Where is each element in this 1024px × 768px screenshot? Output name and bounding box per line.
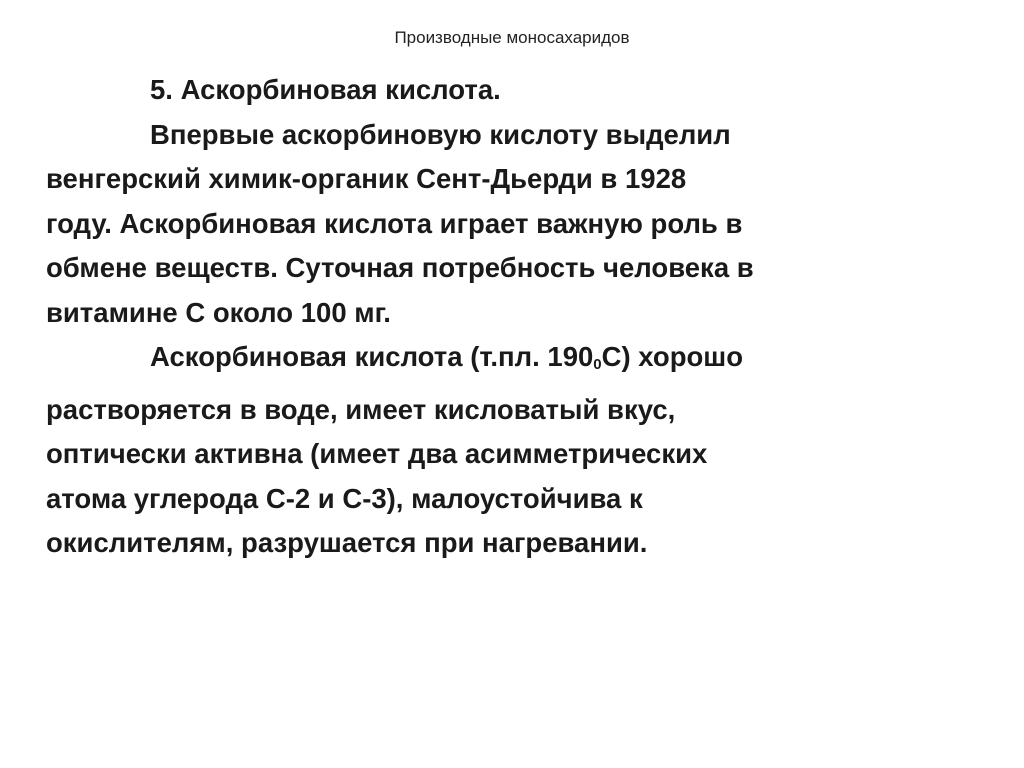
slide-body xyxy=(46,68,946,566)
paragraph-line: венгерский химик-органик Сент-Дьерди в 1928 xyxy=(46,163,687,194)
paragraph-line: оптически активна (имеет два асимметрических xyxy=(46,438,708,469)
paragraph-history xyxy=(46,113,946,336)
paragraph-line: обмене веществ. Суточная потребность человека в xyxy=(46,252,754,283)
slide-title: Производные моносахаридов xyxy=(394,28,630,47)
paragraph-properties xyxy=(46,335,946,566)
melting-point-text: Аскорбиновая кислота (т.пл. 190 xyxy=(150,341,594,372)
melting-point-suffix: С) хорошо xyxy=(601,341,744,372)
degree-subscript: 0 xyxy=(593,356,602,373)
paragraph-line: окислителям, разрушается при нагревании. xyxy=(46,527,648,558)
paragraph-line xyxy=(46,335,946,388)
paragraph-line: атома углерода С-2 и С-3), малоустойчива к xyxy=(46,482,643,514)
paragraph-line: растворяется в воде, имеет кисловатый вкус, xyxy=(46,393,676,425)
section-heading: 5. Аскорбиновая кислота. xyxy=(150,74,501,105)
paragraph-line: витамине С около 100 мг. xyxy=(46,296,391,328)
paragraph-line: Впервые аскорбиновую кислоту выделил xyxy=(150,118,731,150)
paragraph-line: году. Аскорбиновая кислота играет важную роль в xyxy=(46,207,743,239)
